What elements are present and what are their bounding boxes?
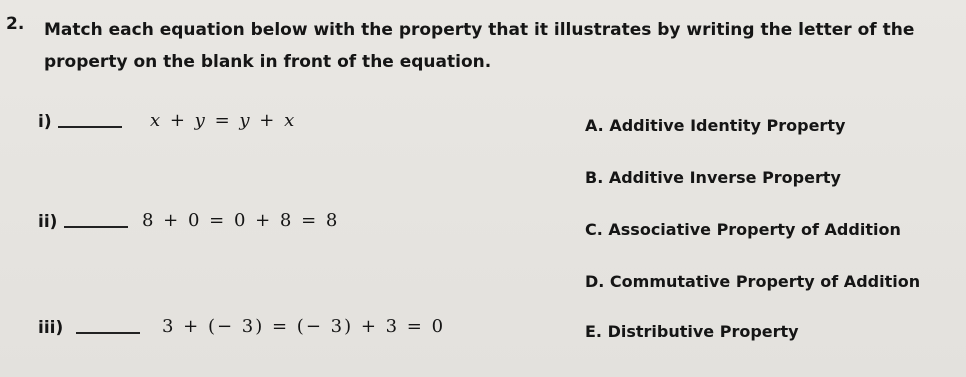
option-e: E. Distributive Property bbox=[585, 322, 799, 341]
equation-ii: 8 + 0 = 0 + 8 = 8 bbox=[142, 210, 340, 231]
question-instructions: Match each equation below with the property that it illustrates by writing the letter of the property on the blank in front of the equation. bbox=[44, 20, 915, 72]
question-number: 2. bbox=[6, 14, 25, 34]
item-label-i: i) bbox=[38, 112, 52, 132]
answer-blank-i[interactable] bbox=[58, 126, 122, 128]
answer-blank-ii[interactable] bbox=[64, 226, 128, 228]
option-b: B. Additive Inverse Property bbox=[585, 168, 841, 187]
answer-blank-iii[interactable] bbox=[76, 332, 140, 334]
item-label-ii: ii) bbox=[38, 212, 58, 232]
item-label-iii: iii) bbox=[38, 318, 64, 338]
option-c: C. Associative Property of Addition bbox=[585, 220, 901, 239]
option-a: A. Additive Identity Property bbox=[585, 116, 846, 135]
option-d: D. Commutative Property of Addition bbox=[585, 272, 921, 291]
equation-iii: 3 + (− 3) = (− 3) + 3 = 0 bbox=[162, 316, 446, 337]
equation-i: x + y = y + x bbox=[150, 110, 297, 131]
